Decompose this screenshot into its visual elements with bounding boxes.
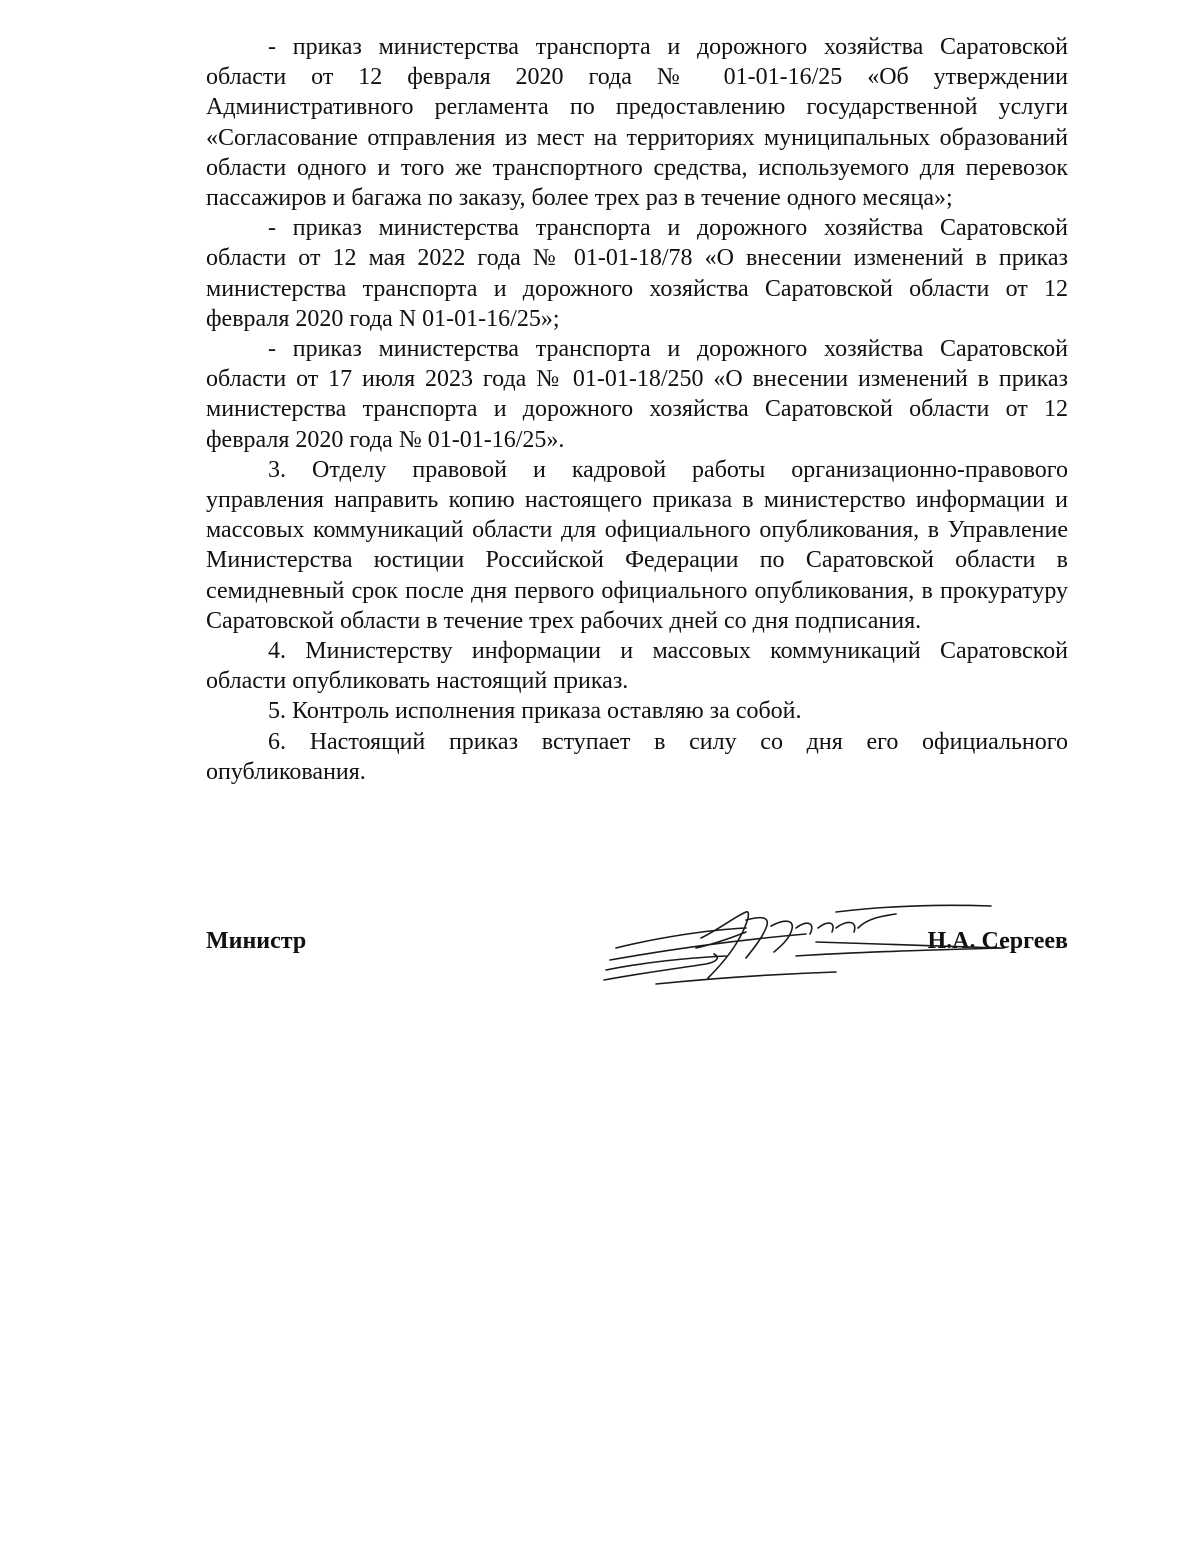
paragraph-order-2023: - приказ министерства транспорта и дорожного хозяйства Саратовской области от 17 июля 2023 года № 01-01-18/250 «О внесении изменений в приказ министерства транспорта и дорожного хозяйства Саратовской области от 12 февраля 2020 года № 01-01-16/25».: [206, 336, 1068, 453]
signatory-title: Министр: [206, 928, 307, 954]
paragraph-item-6: 6. Настоящий приказ вступает в силу со дня его официального опубликования.: [206, 728, 1068, 785]
paragraph-item-5: 5. Контроль исполнения приказа оставляю за собой.: [268, 698, 802, 725]
paragraph-item-3: 3. Отделу правовой и кадровой работы организационно-правового управления направить копию настоящего приказа в министерство информации и массовых коммуникаций области для официального опубликования, в Управление Министерства юстиции Российской Федерации по Саратовской области в семидневный срок после дня первого официального опубликования, в прокуратуру Саратовской области в течение трех рабочих дней со дня подписания.: [206, 456, 1068, 634]
paragraph-order-2022: - приказ министерства транспорта и дорожного хозяйства Саратовской области от 12 мая 2022 года № 01-01-18/78 «О внесении изменений в приказ министерства транспорта и дорожного хозяйства Саратовской области от 12 февраля 2020 года N 01-01-16/25»;: [206, 215, 1068, 332]
signatory-name: Н.А. Сергеев: [927, 928, 1068, 954]
paragraph-item-4: 4. Министерству информации и массовых коммуникаций Саратовской области опубликовать настоящий приказ.: [206, 638, 1068, 695]
paragraph-order-2020: - приказ министерства транспорта и дорожного хозяйства Саратовской области от 12 февраля 2020 года № 01-01-16/25 «Об утверждении Административного регламента по предоставлению государственной услуги «Согласование отправления из мест на территориях муниципальных образований области одного и того же транспортного средства, используемого для перевозок пассажиров и багажа по заказу, более трех раз в течение одного месяца»;: [206, 34, 1068, 212]
document-body: [206, 32, 1068, 787]
handwritten-signature: [596, 898, 1016, 993]
